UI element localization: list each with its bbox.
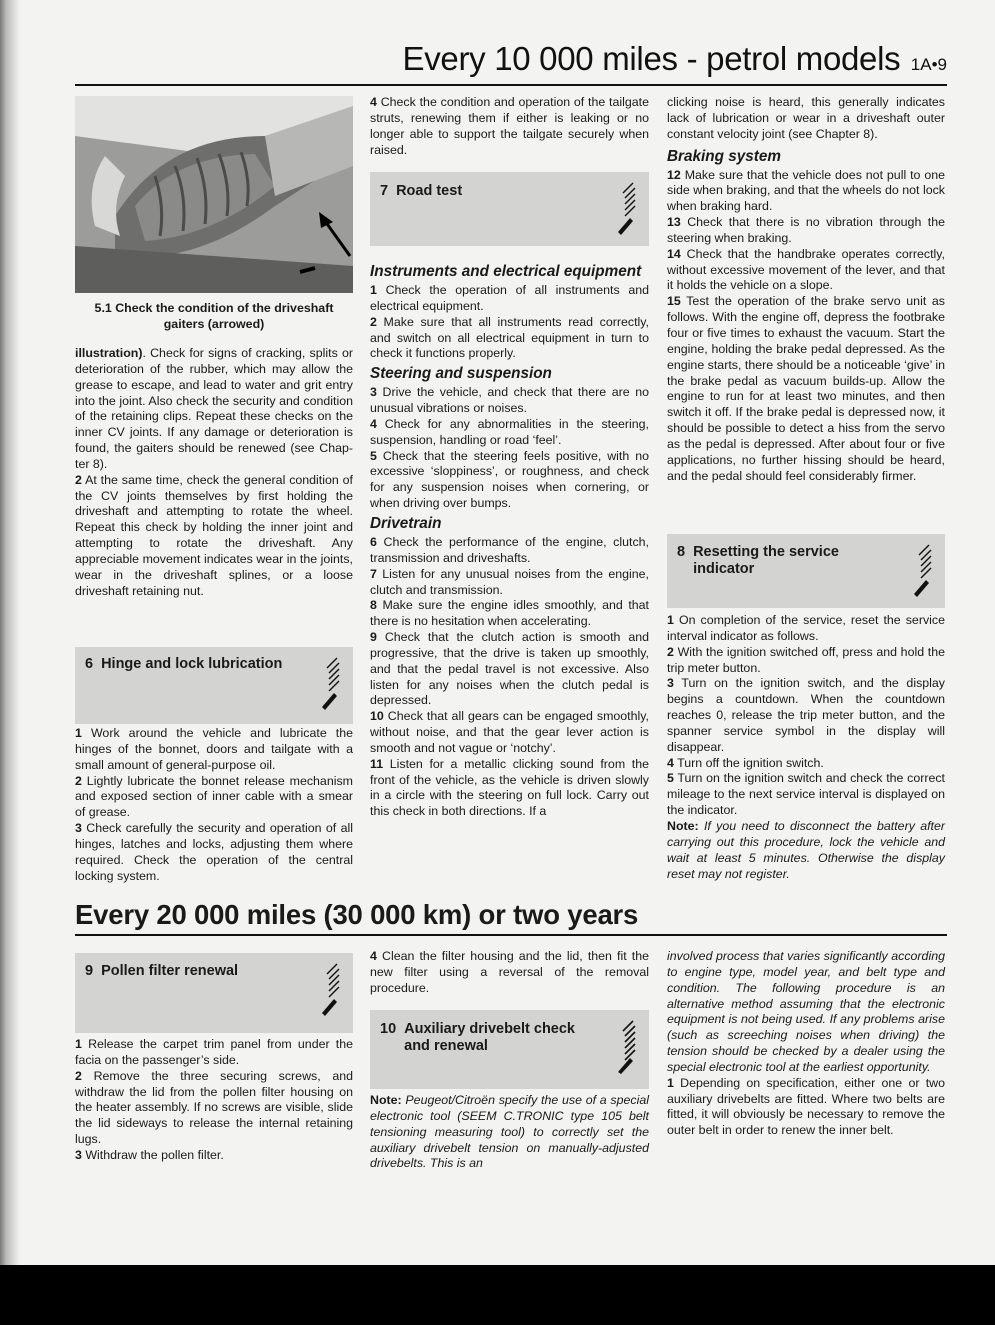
paragraph-number: 14 — [667, 246, 681, 261]
paragraph-number: 7 — [370, 566, 377, 581]
paragraph-number: 3 — [75, 821, 82, 836]
section-7-body — [370, 260, 649, 820]
paragraph-number: 2 — [370, 314, 377, 329]
paragraph-text: Clean the filter housing and the lid, then fit the new filter using a reversal of the removal procedure. — [370, 949, 650, 995]
header-rule — [75, 84, 947, 86]
paragraph-text: Depending on specification, either one or two auxiliary drivebelts are fitted. Where two belts are fitted, it will obviously be necessary to remove the outer belt in order to renew the inner belt. — [667, 1075, 945, 1138]
paragraph-number: 13 — [667, 215, 681, 230]
paragraph — [75, 1069, 353, 1148]
figure-caption: 5.1 Check the condition of the driveshaft gaiters (arrowed) — [94, 301, 334, 331]
section-number: 10 — [380, 1021, 397, 1037]
paragraph-number: 2 — [667, 644, 674, 659]
section-8-body — [667, 613, 945, 882]
section-number: 6 — [85, 656, 94, 672]
paragraph-text: Lightly lubricate the bonnet release mechanism and exposed section of inner cable with a smear of grease. — [75, 773, 353, 820]
paragraph-number: 2 — [75, 1068, 82, 1083]
paragraph — [75, 473, 353, 600]
paragraph — [370, 949, 649, 997]
lead-bold-text: illustration) — [75, 346, 143, 360]
paragraph-number: 15 — [667, 294, 681, 309]
paragraph-number: 1 — [370, 283, 377, 297]
section-7-header-box — [370, 172, 649, 246]
section-title-text: Auxiliary drivebelt check and renewal — [404, 1021, 575, 1054]
paragraph-number: 2 — [75, 472, 82, 487]
paragraph-number: 4 — [370, 95, 377, 109]
paragraph-text: . Check for signs of cracking, splits or deterioration of the rubber, which may allow the grease to escape, and lead to water and grit entry into the joint. Also check the security and condition of the retaining clips. Repeat these checks on the inner CV joints. If any damage or deterioration is found, the gaiters should be renewed (see Chap-ter 8). — [75, 346, 353, 471]
subheading: Drivetrain — [370, 514, 442, 532]
paragraph-text: Check the operation of all instruments and electrical equipment. — [370, 283, 649, 313]
paragraph-text: With the ignition switched off, press and hold the trip meter button. — [667, 644, 945, 675]
paragraph — [370, 598, 649, 630]
paragraph-text: Turn off the ignition switch. — [677, 755, 824, 770]
paragraph-number: 5 — [667, 771, 674, 786]
paragraph — [667, 645, 945, 677]
paragraph — [75, 726, 353, 774]
section-10-header-box — [370, 1010, 649, 1089]
paragraph-number: 3 — [75, 1147, 82, 1162]
paragraph — [370, 315, 649, 363]
column-2-top — [370, 95, 649, 158]
paragraph — [667, 613, 945, 645]
paragraph-text: Check that the steering feels positive, with no excessive ‘sloppiness’, or roughness, and check for any suspension noises when cornering, or when driving over bumps. — [370, 448, 649, 511]
paragraph-text: Check carefully the security and operation of all hinges, latches and locks, adjusting them where required. Check the operation of the central locking system. — [75, 821, 353, 883]
section-title-text: Resetting the service indicator — [693, 544, 839, 577]
paragraph-number: 11 — [370, 756, 384, 771]
paragraph-text: Make sure that all instruments read correctly, and switch on all electrical equipment in turn to check it functions properly. — [370, 314, 649, 361]
page-header — [300, 40, 947, 80]
page-number: 1A•9 — [910, 55, 947, 74]
section-6-body — [75, 726, 353, 884]
note-label: Note: — [667, 818, 699, 833]
paragraph — [370, 283, 649, 315]
paragraph — [370, 709, 649, 757]
paragraph-text: Check that the clutch action is smooth and progressive, that the drive is taken up smoothly, and that the pedal travel is not excessive. Also listen for any noises when the clutch pedal is depressed. — [370, 630, 650, 708]
paragraph-text: Check that there is no vibration through the steering when braking. — [667, 215, 945, 245]
section-title — [380, 183, 639, 200]
paragraph-text: Check that all gears can be engaged smoothly, without noise, and that the gear lever action is smooth and not vague or ‘notchy’. — [370, 709, 649, 755]
paragraph — [667, 294, 945, 484]
section-title — [85, 656, 343, 673]
note-text: If you need to disconnect the battery after carrying out this procedure, lock the vehicle and wait at least 5 minutes. Otherwise the display reset may not register. — [667, 818, 945, 881]
section-9-body — [75, 1037, 353, 1164]
paragraph — [370, 385, 649, 417]
spanner-difficulty-icon — [615, 180, 641, 236]
section-title-text: Pollen filter renewal — [101, 963, 239, 979]
note-continued: involved process that varies significantly according to engine type, model year, and belt type and condition. The following procedure is an alternative method assuming that the electronic equipment is not being used. If any problems arise (such as screeching noises when driving) the tension should be checked by a dealer using the special electronic tool at the earliest opportunity. — [667, 949, 945, 1074]
paragraph-text: Release the carpet trim panel from under the facia on the passenger’s side. — [75, 1037, 353, 1067]
note-label: Note: — [370, 1093, 402, 1107]
binding-shadow — [0, 0, 20, 1265]
paragraph-number: 9 — [370, 630, 377, 645]
subheading: Braking system — [667, 147, 781, 165]
paragraph — [667, 215, 945, 247]
section-8-header-box — [667, 534, 945, 608]
paragraph-text: Check that the handbrake operates correctly, without excessive movement of the lever, and that it holds the vehicle on a slope. — [667, 246, 945, 293]
heading-rule — [75, 934, 947, 936]
section-title — [85, 963, 343, 980]
paragraph — [370, 630, 649, 709]
driveshaft-gaiter-photo — [75, 96, 353, 293]
paragraph-text: Check for any abnormalities in the steering, suspension, handling or road ‘feel’. — [370, 416, 649, 447]
scan-bottom-border — [0, 1265, 995, 1325]
section-number: 7 — [380, 183, 389, 199]
column-1-top — [75, 346, 353, 600]
paragraph-number: 6 — [370, 534, 377, 549]
paragraph-text: Make sure that the vehicle does not pull to one side when braking, and that the wheels do not lock when braking hard. — [667, 167, 945, 214]
paragraph-text: Listen for any unusual noises from the engine, clutch and transmission. — [370, 566, 649, 597]
paragraph — [75, 821, 353, 884]
page-title: Every 10 000 miles - petrol models — [402, 40, 901, 77]
photo-illustration — [75, 96, 353, 293]
section-title-text: Hinge and lock lubrication — [101, 656, 283, 672]
paragraph-continued: clicking noise is heard, this generally indicates lack of lubrication or wear in a driveshaft outer constant velocity joint (see Chapter 8). — [667, 95, 945, 141]
paragraph — [667, 247, 945, 295]
section-9-header-box — [75, 953, 353, 1033]
paragraph — [667, 676, 945, 755]
paragraph-text: Withdraw the pollen filter. — [85, 1147, 224, 1162]
paragraph-text: At the same time, check the general condition of the CV joints themselves by first holding the driveshaft and attempting to rotate the wheel. Repeat this check by holding the inner joint and attempting to rotate the driveshaft. Any appreciable movement indicates wear in the joints, wear in the driveshaft splines, or a loose driveshaft retaining nut. — [75, 472, 353, 598]
subheading: Instruments and electrical equipment — [370, 263, 642, 280]
section-title-text: Road test — [396, 183, 463, 199]
section-number: 9 — [85, 963, 94, 979]
column-3-top — [667, 95, 945, 484]
paragraph-number: 3 — [667, 676, 674, 691]
paragraph-number: 4 — [667, 755, 674, 770]
paragraph-number: 4 — [370, 949, 377, 963]
section-title — [380, 1021, 639, 1055]
paragraph-text: Turn on the ignition switch, and the display begins a countdown. When the countdown reaches 0, release the trip meter button, and the spanner service symbol in the display will disappear. — [667, 676, 946, 754]
paragraph-text: Check the condition and operation of the tailgate struts, renewing them if either is leaking or no longer able to support the tailgate securely when raised. — [370, 95, 649, 157]
column-3-bottom — [667, 949, 945, 1139]
paragraph — [370, 567, 649, 599]
paragraph — [75, 774, 353, 822]
subheading: Steering and suspension — [370, 365, 552, 383]
spanner-difficulty-icon — [319, 961, 345, 1017]
paragraph-number: 1 — [667, 613, 674, 627]
paragraph-number: 1 — [75, 1037, 82, 1051]
paragraph-number: 12 — [667, 167, 681, 182]
column-2-bottom-top — [370, 949, 649, 997]
paragraph-text: Drive the vehicle, and check that there are no unusual vibrations or noises. — [370, 385, 649, 416]
paragraph — [370, 449, 649, 512]
paragraph-text: Work around the vehicle and lubricate the hinges of the bonnet, doors and tailgate with a small amount of general-purpose oil. — [75, 726, 353, 772]
spanner-difficulty-icon — [319, 655, 345, 711]
section-main-heading: Every 20 000 miles (30 000 km) or two years — [75, 899, 639, 930]
paragraph-text: Make sure the engine idles smoothly, and that there is no hesitation when accelerating. — [370, 598, 649, 629]
paragraph-number: 1 — [667, 1075, 674, 1090]
paragraph-number: 2 — [75, 773, 82, 788]
paragraph — [370, 757, 649, 820]
paragraph-number: 4 — [370, 416, 377, 431]
paragraph-text: Remove the three securing screws, and withdraw the lid from the pollen filter housing on the heater assembly. If no screws are visible, slide the lid sideways to release the internal retaining lugs. — [75, 1068, 353, 1147]
paragraph-number: 10 — [370, 709, 384, 724]
spanner-difficulty-icon — [615, 1018, 641, 1074]
paragraph — [667, 771, 945, 819]
paragraph — [667, 756, 945, 772]
spanner-difficulty-icon — [911, 542, 937, 598]
paragraph-number: 8 — [370, 598, 377, 613]
paragraph — [370, 417, 649, 449]
paragraph-number: 1 — [75, 726, 82, 740]
paragraph — [75, 1148, 353, 1164]
section-10-body — [370, 1093, 649, 1172]
paragraph — [370, 535, 649, 567]
section-number: 8 — [677, 544, 686, 560]
paragraph — [75, 1037, 353, 1069]
paragraph-text: Check the performance of the engine, clutch, transmission and driveshafts. — [370, 534, 649, 565]
paragraph-number: 5 — [370, 448, 377, 463]
paragraph-text: Listen for a metallic clicking sound from the front of the vehicle, as the vehicle is driven slowly in a circle with the steering on full lock. Carry out this check in both directions. If a — [370, 756, 649, 819]
paragraph-number: 3 — [370, 385, 377, 400]
paragraph — [667, 168, 945, 216]
paragraph-text: Turn on the ignition switch and check the correct mileage to the next service interval is displayed on the indicator. — [667, 771, 946, 818]
note — [667, 819, 945, 882]
paragraph-text: On completion of the service, reset the service interval indicator as follows. — [667, 613, 945, 643]
note — [370, 1093, 649, 1172]
section-title — [677, 544, 935, 578]
paragraph-text: Test the operation of the brake servo unit as follows. With the engine off, depress the footbrake four or five times to exhaust the vacuum. Start the engine, holding the brake pedal depressed. As the engine starts, there should be a noticeable ‘give’ in the brake pedal as vacuum builds-up. Allow the engine to run for at least two minutes, and then switch it off. If the brake pedal is depressed now, it should be possible to detect a hiss from the servo as the pedal is depressed. After about four or five applications, no further hissing should be heard, and the pedal should feel considerably firmer. — [667, 294, 946, 483]
paragraph — [667, 1076, 945, 1139]
paragraph — [370, 95, 649, 158]
section-6-header-box — [75, 647, 353, 724]
paragraph — [75, 346, 353, 473]
note-text: Peugeot/Citroën specify the use of a special electronic tool (SEEM C.TRONIC type 105 belt tensioning measuring tool) to correctly set the auxiliary drivebelt tension on manually-adjusted drivebelts. This is an — [370, 1093, 649, 1171]
